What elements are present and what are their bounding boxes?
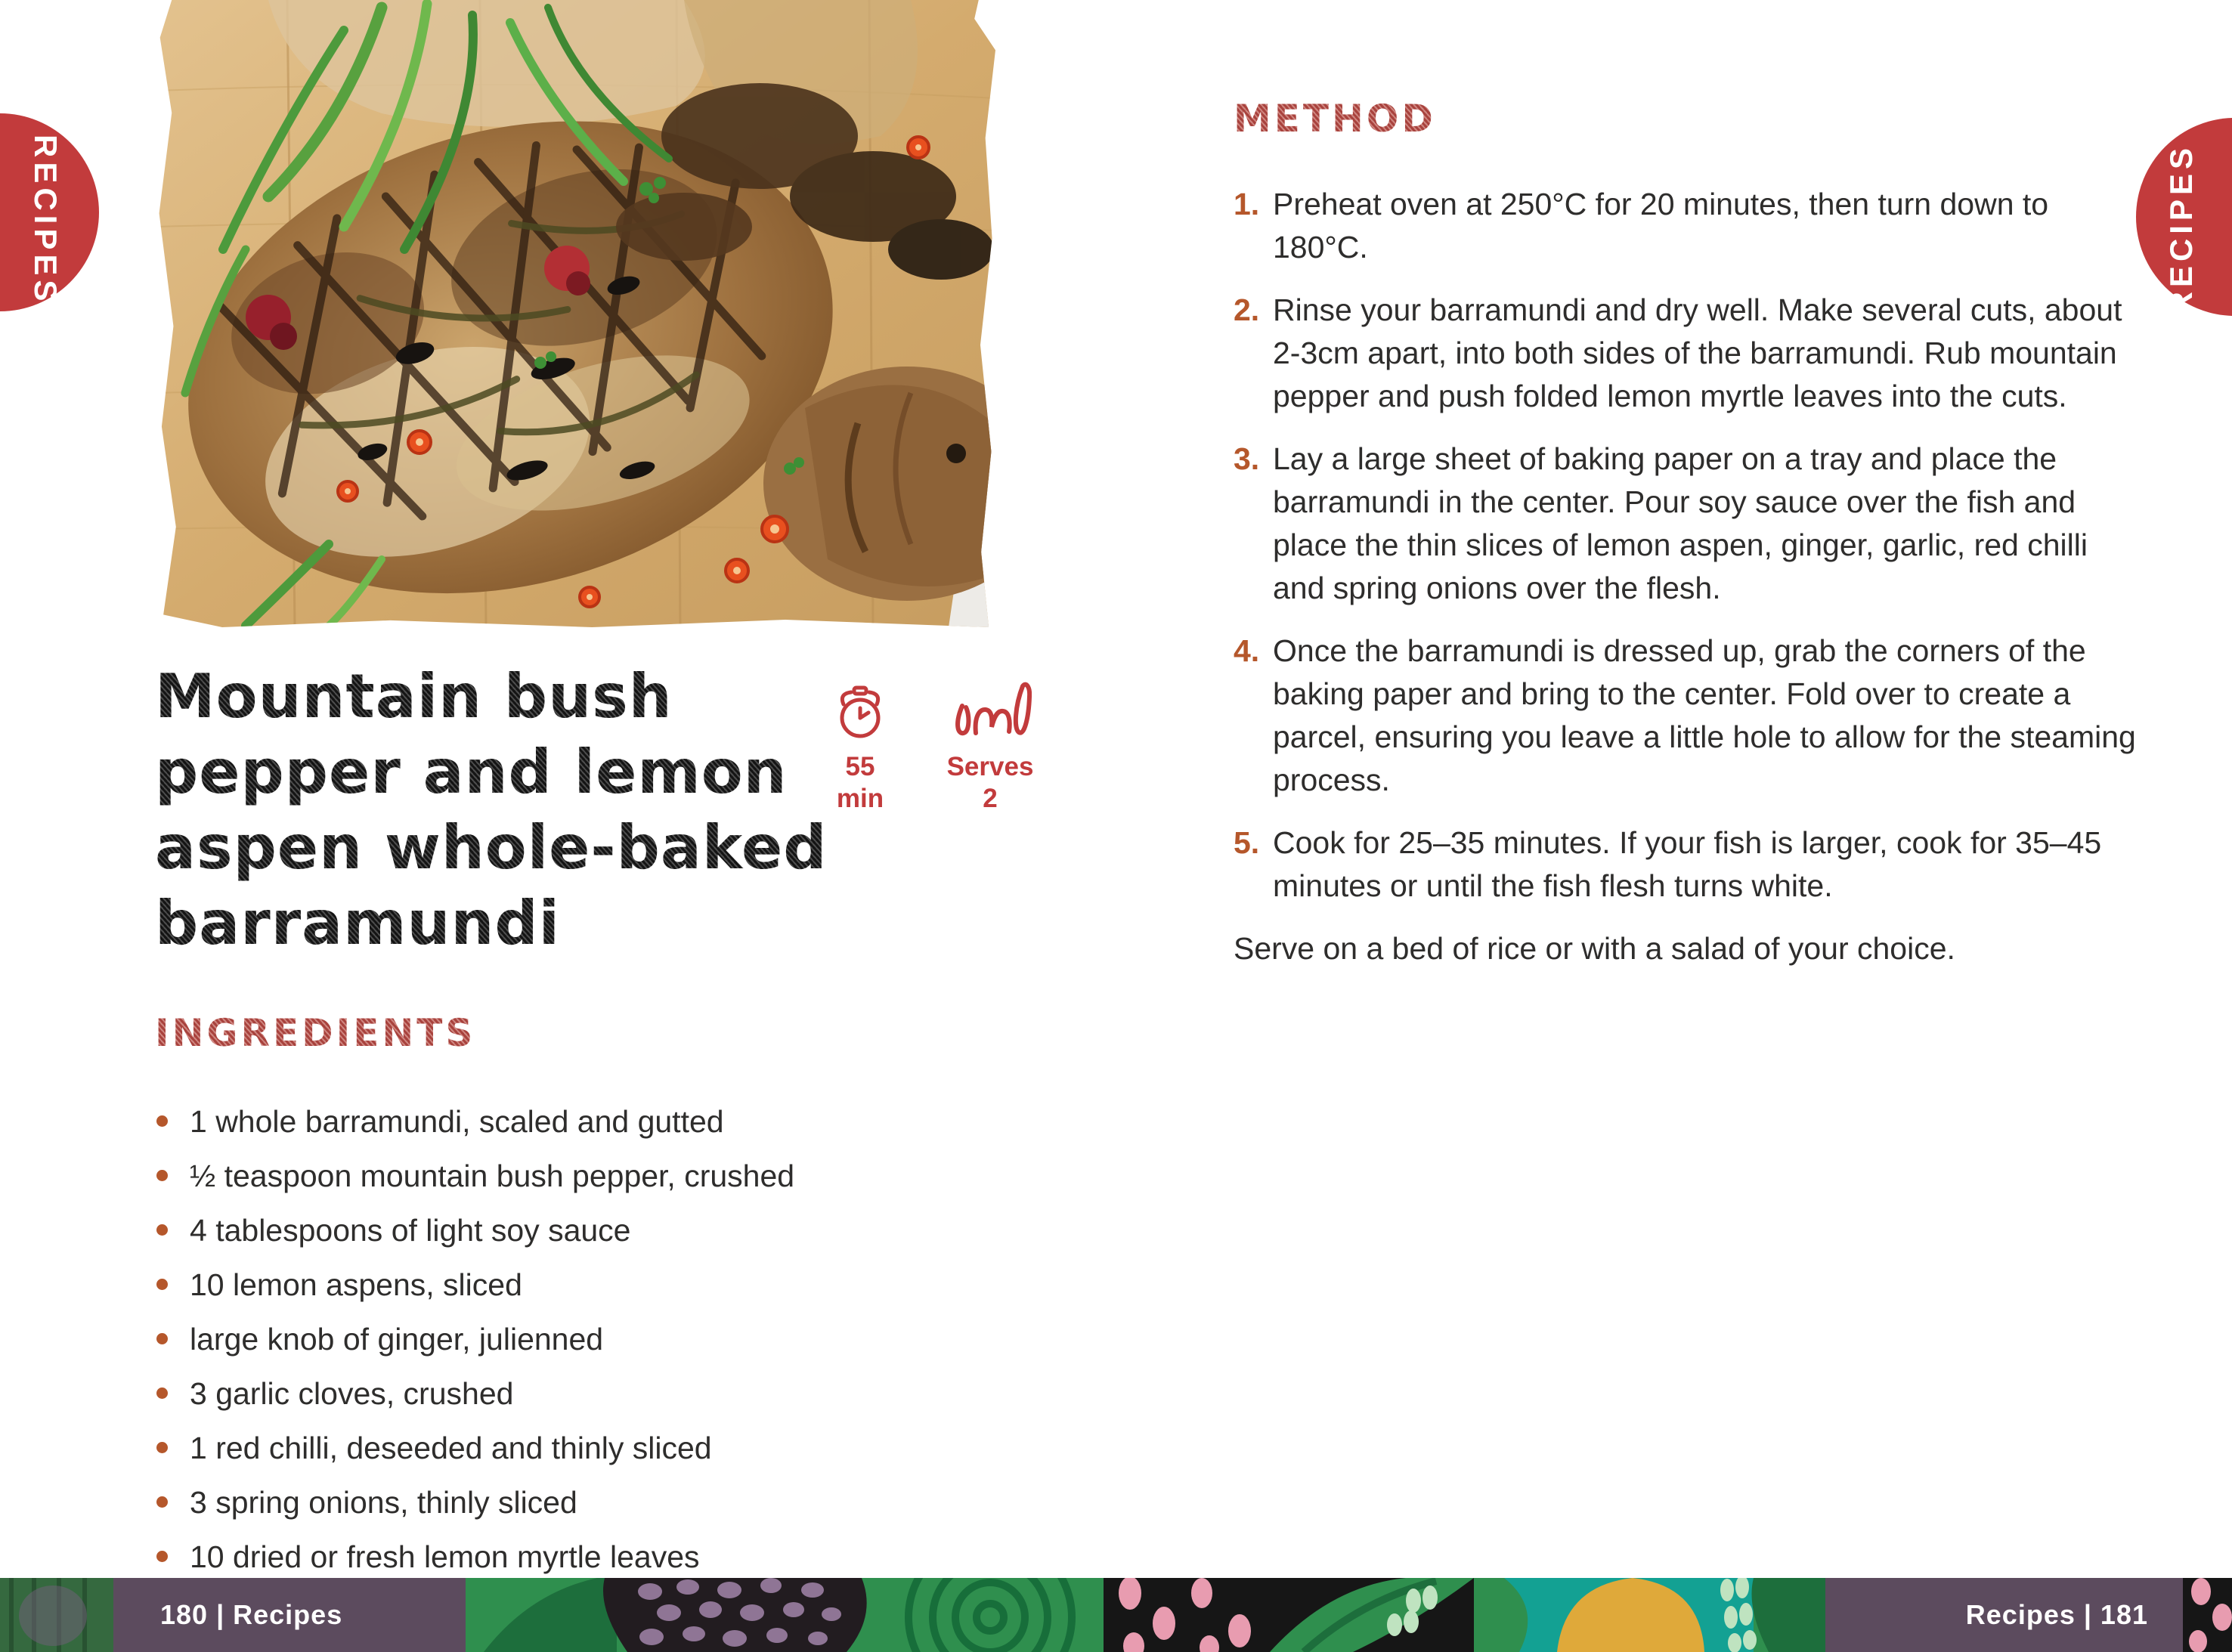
recipe-title-line: barramundi xyxy=(155,886,835,961)
method-list xyxy=(1234,183,2141,908)
serves xyxy=(945,679,1036,815)
serves-label: Serves xyxy=(946,752,1034,781)
method-step xyxy=(1234,821,2141,908)
step-number: 4. xyxy=(1234,633,1260,668)
serves-text xyxy=(947,751,1034,815)
method-step xyxy=(1234,630,2141,802)
ingredient-item: ½ teaspoon mountain bush pepper, crushed xyxy=(155,1158,1100,1194)
step-text: Cook for 25–35 minutes. If your fish is larger, cook for 35–45 minutes or until the fish flesh turns white. xyxy=(1273,825,2102,903)
recipe-photo xyxy=(155,0,995,627)
alarm-clock-icon xyxy=(831,679,889,742)
recipe-title-line: Mountain bush xyxy=(155,659,835,735)
recipe-title-line: aspen whole-baked xyxy=(155,810,835,886)
footer-bar xyxy=(0,1578,2232,1652)
method-step xyxy=(1234,289,2141,418)
ingredients-heading: INGREDIENTS xyxy=(155,1011,1100,1055)
serves-icon xyxy=(949,679,1032,742)
recipes-tab-left-label: RECIPES xyxy=(28,135,63,306)
ingredient-item: 10 dried or fresh lemon myrtle leaves xyxy=(155,1539,1100,1575)
ingredient-item: 1 red chilli, deseeded and thinly sliced xyxy=(155,1430,1100,1466)
recipe-meta xyxy=(815,679,1036,815)
serving-suggestion: Serve on a bed of rice or with a salad of your choice. xyxy=(1234,931,1955,966)
step-text: Once the barramundi is dressed up, grab the corners of the baking paper and bring to the center. Fold over to create a parcel, ensuring you leave a little hole to allow for the steaming process. xyxy=(1273,633,2136,797)
cook-time-value: 55 xyxy=(845,752,875,781)
page-number-left: 180 | Recipes xyxy=(113,1578,466,1652)
step-number: 1. xyxy=(1234,187,1260,221)
step-number: 2. xyxy=(1234,292,1260,327)
ingredient-item: 1 whole barramundi, scaled and gutted xyxy=(155,1103,1100,1140)
recipes-tab-right-label: RECIPES xyxy=(2163,144,2199,315)
step-number: 5. xyxy=(1234,825,1260,860)
ingredient-item: 10 lemon aspens, sliced xyxy=(155,1267,1100,1303)
recipe-photo-illustration xyxy=(155,0,995,627)
serves-value: 2 xyxy=(983,784,998,813)
page-number-right: Recipes | 181 xyxy=(1825,1578,2183,1652)
step-text: Preheat oven at 250°C for 20 minutes, then turn down to 180°C. xyxy=(1273,187,2049,265)
step-text: Rinse your barramundi and dry well. Make several cuts, about 2-3cm apart, into both sides of the barramundi. Rub mountain pepper and push folded lemon myrtle leaves into the cuts. xyxy=(1273,292,2122,413)
step-number: 3. xyxy=(1234,441,1260,476)
ingredient-item: 3 garlic cloves, crushed xyxy=(155,1375,1100,1412)
method-section xyxy=(1234,97,2141,970)
method-step xyxy=(1234,438,2141,610)
cook-time-unit: min xyxy=(836,784,884,813)
method-heading: METHOD xyxy=(1234,97,2141,141)
ingredients-section xyxy=(155,1011,1100,1593)
recipe-title xyxy=(155,659,835,961)
ingredient-list xyxy=(155,1103,1100,1575)
step-text: Lay a large sheet of baking paper on a tray and place the barramundi in the center. Pour soy sauce over the fish and place the thin slices of lemon aspen, ginger, garlic, red chilli and spring onions over the flesh. xyxy=(1273,441,2088,605)
cook-time xyxy=(815,679,905,815)
cook-time-text xyxy=(837,751,884,815)
ingredient-item: large knob of ginger, julienned xyxy=(155,1321,1100,1357)
method-step xyxy=(1234,183,2141,269)
ingredient-item: 3 spring onions, thinly sliced xyxy=(155,1484,1100,1521)
recipe-title-line: pepper and lemon xyxy=(155,735,835,810)
ingredient-item: 4 tablespoons of light soy sauce xyxy=(155,1212,1100,1248)
